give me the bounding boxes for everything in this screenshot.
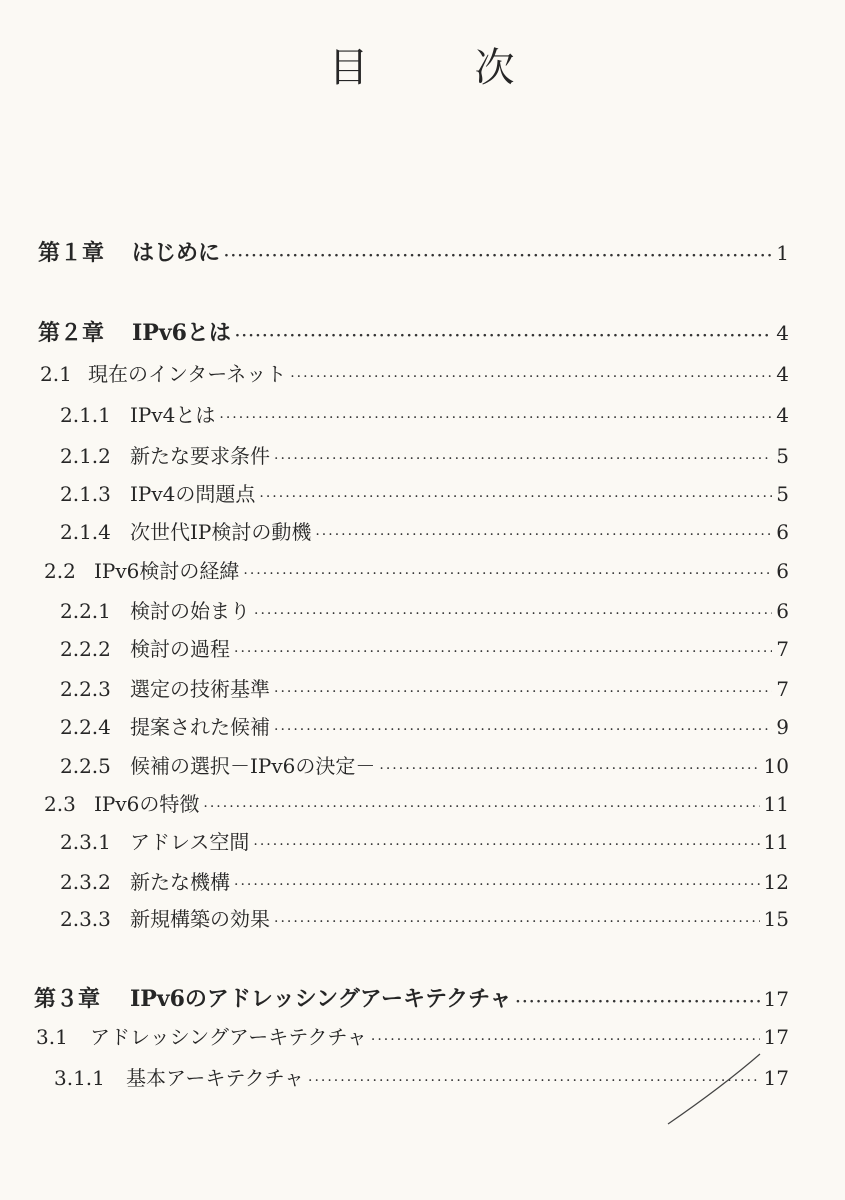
entry-number: 2.2.3 (60, 677, 111, 701)
entry-label: IPv6検討の経緯 (94, 559, 240, 583)
toc-entry-2-3-2[interactable] (60, 866, 789, 895)
entry-label: IPv6の特徴 (94, 792, 200, 816)
dot-leader (259, 489, 772, 505)
toc-entry-2-3-1[interactable] (60, 826, 789, 855)
entry-label: IPv4の問題点 (130, 482, 256, 506)
dot-leader (234, 877, 760, 893)
entry-page: 5 (776, 444, 789, 468)
title-char-1: 目 (328, 45, 371, 91)
entry-label: 新たな要求条件 (130, 444, 270, 468)
page-title (0, 36, 845, 93)
entry-label: 提案された候補 (130, 715, 270, 739)
entry-number: 3.1.1 (54, 1066, 105, 1090)
entry-label: IPv6とは (132, 320, 231, 346)
dot-leader (235, 328, 772, 344)
entry-label: 検討の過程 (130, 637, 230, 661)
toc-entry-chapter-1[interactable] (38, 236, 789, 267)
entry-page: 11 (763, 830, 789, 854)
entry-page: 5 (776, 482, 789, 506)
dot-leader (203, 799, 759, 815)
toc-entry-chapter-2[interactable] (38, 316, 789, 347)
entry-label: 選定の技術基準 (130, 677, 270, 701)
entry-number: 2.2.2 (60, 637, 111, 661)
entry-number: 2.3 (44, 792, 76, 816)
entry-number: 2.3.3 (60, 907, 111, 931)
entry-number: 2.2 (44, 559, 76, 583)
entry-label: 新たな機構 (130, 870, 230, 894)
toc-entry-2-2-3[interactable] (60, 673, 789, 702)
entry-number: 2.2.1 (60, 599, 111, 623)
dot-leader (274, 684, 772, 700)
entry-number: 2.1.3 (60, 482, 111, 506)
dot-leader (253, 837, 759, 853)
entry-page: 17 (763, 1025, 789, 1049)
entry-page: 10 (763, 754, 789, 778)
entry-page: 4 (776, 403, 789, 427)
entry-number: 2.2.4 (60, 715, 111, 739)
dot-leader (315, 527, 772, 543)
entry-page: 7 (776, 637, 789, 661)
toc-entry-2-1-4[interactable] (60, 516, 789, 545)
dot-leader (274, 451, 772, 467)
entry-number: 2.1.2 (60, 444, 111, 468)
toc-entry-2-2[interactable] (44, 555, 789, 584)
entry-number: 2.2.5 (60, 754, 111, 778)
entry-label: 現在のインターネット (88, 362, 287, 386)
entry-label: 新規構築の効果 (130, 907, 270, 931)
entry-number: 2.3.2 (60, 870, 111, 894)
entry-page: 4 (776, 362, 789, 386)
entry-page: 4 (776, 321, 789, 345)
entry-number: 第２章 (38, 320, 105, 346)
toc-entry-2-2-2[interactable] (60, 633, 789, 662)
entry-number: 2.1.4 (60, 520, 111, 544)
toc-entry-chapter-3[interactable] (34, 982, 789, 1013)
entry-page: 7 (776, 677, 789, 701)
entry-label: 基本アーキテクチャ (126, 1066, 304, 1090)
dot-leader (254, 606, 772, 622)
entry-page: 17 (763, 987, 789, 1011)
entry-page: 12 (763, 870, 789, 894)
toc-entry-2-1-1[interactable] (60, 399, 789, 428)
entry-label: IPv6のアドレッシングアーキテクチャ (130, 986, 512, 1012)
toc-entry-2-1-2[interactable] (60, 440, 789, 469)
entry-page: 15 (763, 907, 789, 931)
toc-entry-2-1-3[interactable] (60, 478, 789, 507)
entry-page: 6 (776, 599, 789, 623)
toc-entry-2-2-4[interactable] (60, 711, 789, 740)
toc-entry-2-2-1[interactable] (60, 595, 789, 624)
entry-label: 次世代IP検討の動機 (130, 520, 312, 544)
entry-page: 6 (776, 559, 789, 583)
dot-leader (379, 761, 759, 777)
entry-label: はじめに (132, 240, 221, 266)
entry-number: 2.3.1 (60, 830, 111, 854)
dot-leader (219, 410, 772, 426)
pencil-mark-icon (660, 1040, 770, 1130)
entry-number: 第１章 (38, 240, 105, 266)
entry-label: アドレス空間 (130, 830, 250, 854)
dot-leader (224, 248, 772, 264)
entry-label: IPv4とは (130, 403, 216, 427)
dot-leader (243, 566, 772, 582)
entry-number: 2.1 (40, 362, 72, 386)
entry-label: 候補の選択－IPv6の決定－ (130, 754, 376, 778)
dot-leader (234, 644, 772, 660)
title-char-2: 次 (474, 45, 517, 91)
entry-page: 11 (763, 792, 789, 816)
entry-page: 1 (776, 241, 789, 265)
entry-page: 17 (763, 1066, 789, 1090)
dot-leader (274, 914, 760, 930)
dot-leader (274, 722, 772, 738)
toc-entry-2-3[interactable] (44, 788, 789, 817)
entry-label: アドレッシングアーキテクチャ (90, 1025, 367, 1049)
dot-leader (516, 994, 760, 1010)
entry-number: 2.1.1 (60, 403, 111, 427)
dot-leader (290, 369, 772, 385)
entry-number: 3.1 (36, 1025, 68, 1049)
entry-page: 6 (776, 520, 789, 544)
toc-entry-2-2-5[interactable] (60, 750, 789, 779)
toc-entry-2-3-3[interactable] (60, 903, 789, 932)
entry-number: 第３章 (34, 986, 101, 1012)
toc-entry-2-1[interactable] (40, 358, 789, 387)
entry-label: 検討の始まり (130, 599, 250, 623)
entry-page: 9 (776, 715, 789, 739)
